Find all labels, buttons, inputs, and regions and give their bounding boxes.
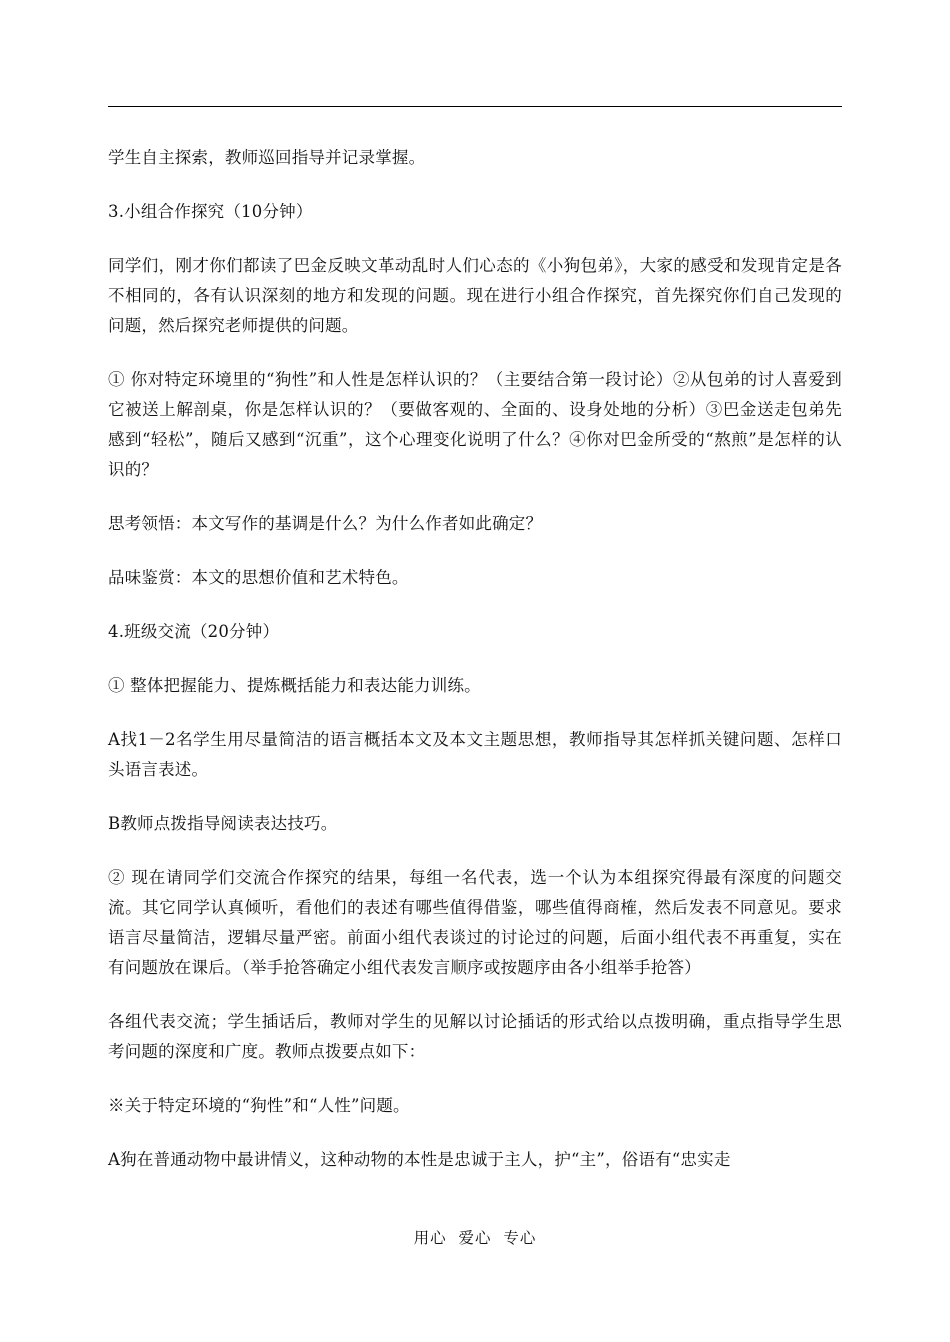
paragraph: ※关于特定环境的“狗性”和“人性”问题。 bbox=[108, 1096, 410, 1115]
section-heading: 3.小组合作探究（10分钟） bbox=[108, 202, 313, 221]
paragraph: B教师点拨指导阅读表达技巧。 bbox=[108, 814, 338, 833]
document-body bbox=[108, 143, 842, 1199]
paragraph: ② 现在请同学们交流合作探究的结果，每组一名代表，选一个认为本组探究得最有深度的问题交流。其它同学认真倾听，看他们的表述有哪些值得借鉴，哪些值得商榷，然后发表不同意见。要求语言尽量简洁，逻辑尽量严密。前面小组代表谈过的讨论过的问题，后面小组代表不再重复，实在有问题放在课后。（举手抢答确定小组代表发言顺序或按题序由各小组举手抢答） bbox=[108, 868, 842, 977]
paragraph: ① 整体把握能力、提炼概括能力和表达能力训练。 bbox=[108, 676, 481, 695]
section-heading: 4.班级交流（20分钟） bbox=[108, 622, 280, 641]
paragraph: A找1－2名学生用尽量简洁的语言概括本文及本文主题思想，教师指导其怎样抓关键问题、怎样口头语言表述。 bbox=[108, 730, 842, 779]
paragraph: 各组代表交流；学生插话后，教师对学生的见解以讨论插话的形式给以点拨明确，重点指导学生思考问题的深度和广度。教师点拨要点如下： bbox=[108, 1012, 842, 1061]
question-list: ① 你对特定环境里的“狗性”和人性是怎样认识的？（主要结合第一段讨论）②从包弟的讨人喜爱到它被送上解剖桌，你是怎样认识的？（要做客观的、全面的、设身处地的分析）③巴金送走包弟先感到“轻松”，随后又感到“沉重”，这个心理变化说明了什么？④你对巴金所受的“熬煎”是怎样的认识的？ bbox=[108, 370, 842, 479]
header-rule bbox=[108, 106, 842, 107]
paragraph: 品味鉴赏：本文的思想价值和艺术特色。 bbox=[108, 568, 409, 587]
paragraph: 同学们，刚才你们都读了巴金反映文革动乱时人们心态的《小狗包弟》，大家的感受和发现肯定是各不相同的，各有认识深刻的地方和发现的问题。现在进行小组合作探究，首先探究你们自己发现的问题，然后探究老师提供的问题。 bbox=[108, 256, 842, 335]
paragraph: 学生自主探索，教师巡回指导并记录掌握。 bbox=[108, 148, 426, 167]
page-footer: 用心 爱心 专心 bbox=[413, 1229, 537, 1247]
paragraph: 思考领悟：本文写作的基调是什么？为什么作者如此确定？ bbox=[108, 514, 543, 533]
paragraph: A狗在普通动物中最讲情义，这种动物的本性是忠诚于主人，护“主”，俗语有“忠实走 bbox=[108, 1150, 731, 1169]
